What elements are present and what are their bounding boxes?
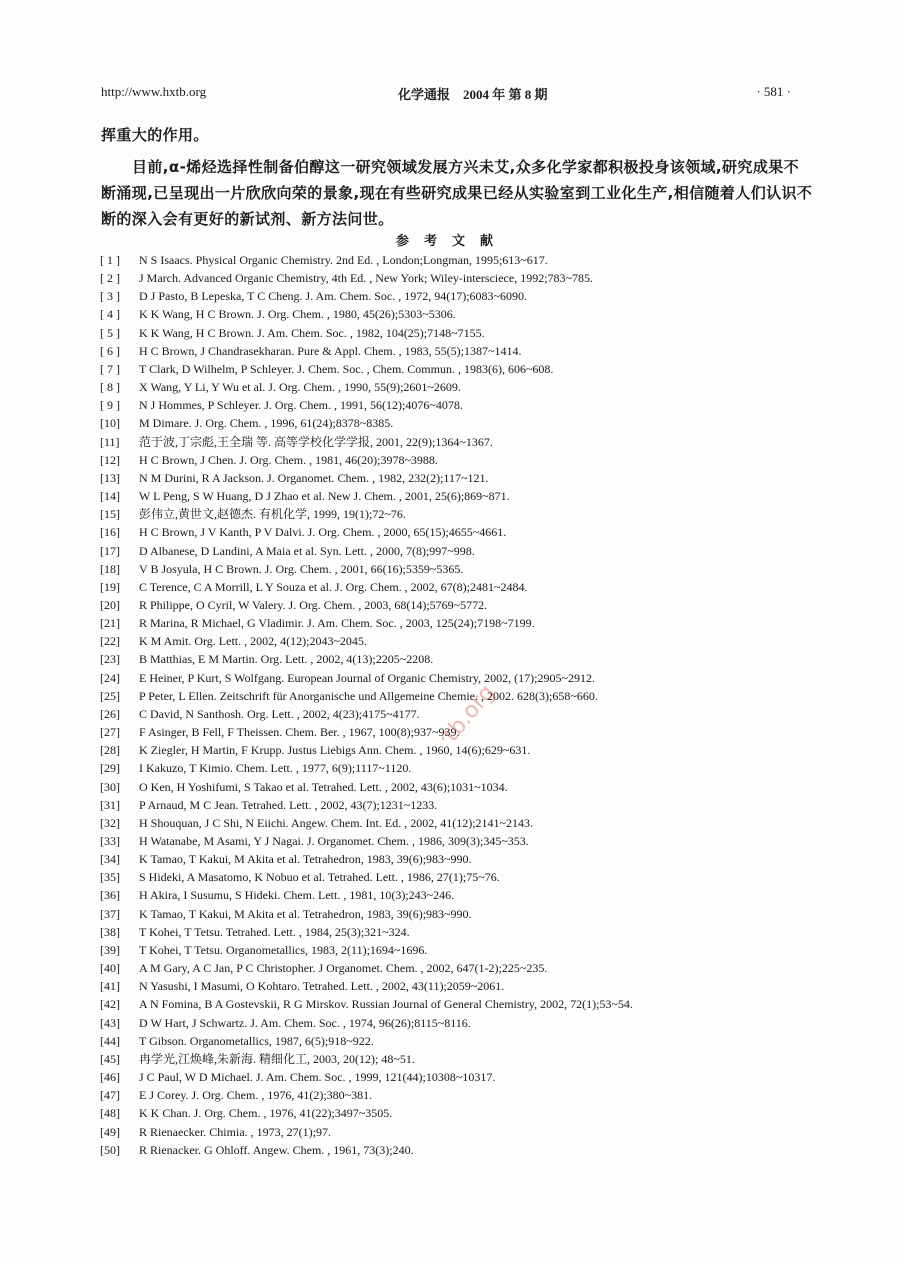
reference-number: [22] bbox=[100, 634, 120, 649]
reference-number: [27] bbox=[100, 725, 120, 740]
reference-text: 彭伟立,黄世文,赵德杰. 有机化学, 1999, 19(1);72~76. bbox=[139, 507, 406, 522]
reference-number: [45] bbox=[100, 1051, 120, 1066]
reference-item bbox=[100, 269, 820, 287]
reference-number: [50] bbox=[100, 1142, 120, 1157]
reference-number: [38] bbox=[100, 924, 120, 939]
journal-issue: 化学通报 2004 年 第 8 期 bbox=[398, 87, 548, 102]
reference-number: [17] bbox=[100, 543, 120, 558]
reference-text: H Shouquan, J C Shi, N Eiichi. Angew. Chem. Int. Ed. , 2002, 41(12);2141~2143. bbox=[139, 815, 534, 830]
reference-item bbox=[100, 687, 820, 705]
reference-item bbox=[100, 977, 820, 995]
reference-item bbox=[100, 578, 820, 596]
reference-number: [13] bbox=[100, 470, 120, 485]
reference-number: [12] bbox=[100, 452, 120, 467]
reference-number: [37] bbox=[100, 906, 120, 921]
reference-item bbox=[100, 941, 820, 959]
reference-item bbox=[100, 487, 820, 505]
reference-item bbox=[100, 251, 820, 269]
reference-number: [36] bbox=[100, 888, 120, 903]
reference-text: K M Amit. Org. Lett. , 2002, 4(12);2043~2045. bbox=[139, 634, 367, 649]
reference-item bbox=[100, 923, 820, 941]
reference-text: H Watanabe, M Asami, Y J Nagai. J. Organomet. Chem. , 1986, 309(3);345~353. bbox=[139, 834, 529, 848]
reference-number: [23] bbox=[100, 652, 120, 667]
reference-number: [ 6 ] bbox=[100, 343, 120, 358]
reference-text: V B Josyula, H C Brown. J. Org. Chem. , 2001, 66(16);5359~5365. bbox=[139, 561, 464, 576]
reference-number: [48] bbox=[100, 1106, 120, 1121]
reference-item bbox=[100, 759, 820, 777]
reference-number: [ 8 ] bbox=[100, 380, 120, 395]
reference-text: R Rienaecker. Chimia. , 1973, 27(1);97. bbox=[139, 1124, 331, 1139]
reference-number: [11] bbox=[100, 434, 120, 449]
reference-number: [ 3 ] bbox=[100, 289, 120, 304]
reference-item bbox=[100, 778, 820, 796]
reference-item bbox=[100, 433, 820, 451]
reference-number: [34] bbox=[100, 852, 120, 867]
reference-number: [42] bbox=[100, 997, 120, 1012]
reference-text: F Asinger, B Fell, F Theissen. Chem. Ber. , 1967, 100(8);937~939. bbox=[139, 725, 460, 740]
reference-text: K Tamao, T Kakui, M Akita et al. Tetrahedron, 1983, 39(6);983~990. bbox=[139, 852, 472, 867]
reference-text: W L Peng, S W Huang, D J Zhao et al. New J. Chem. , 2001, 25(6);869~871. bbox=[139, 489, 510, 504]
reference-number: [30] bbox=[100, 779, 120, 794]
reference-text: P Arnaud, M C Jean. Tetrahed. Lett. , 2002, 43(7);1231~1233. bbox=[139, 797, 438, 812]
reference-item bbox=[100, 414, 820, 432]
reference-item bbox=[100, 632, 820, 650]
reference-item bbox=[100, 814, 820, 832]
reference-text: N Yasushi, I Masumi, O Kohtaro. Tetrahed. Lett. , 2002, 43(11);2059~2061. bbox=[139, 979, 505, 994]
paragraph-continuation: 挥重大的作用。 bbox=[101, 126, 209, 144]
running-header bbox=[101, 84, 791, 104]
page-number: · 581 · bbox=[756, 84, 791, 99]
reference-item bbox=[100, 650, 820, 668]
reference-text: K Tamao, T Kakui, M Akita et al. Tetrahedron, 1983, 39(6);983~990. bbox=[139, 906, 472, 921]
reference-item bbox=[100, 396, 820, 414]
reference-item bbox=[100, 523, 820, 541]
reference-number: [ 7 ] bbox=[100, 361, 120, 376]
reference-text: N M Durini, R A Jackson. J. Organomet. Chem. , 1982, 232(2);117~121. bbox=[139, 470, 489, 485]
reference-number: [ 4 ] bbox=[100, 307, 120, 322]
reference-item bbox=[100, 705, 820, 723]
reference-text: D W Hart, J Schwartz. J. Am. Chem. Soc. , 1974, 96(26);8115~8116. bbox=[139, 1015, 471, 1030]
reference-number: [15] bbox=[100, 507, 120, 522]
reference-item bbox=[100, 1032, 820, 1050]
reference-item bbox=[100, 959, 820, 977]
reference-text: N J Hommes, P Schleyer. J. Org. Chem. , 1991, 56(12);4076~4078. bbox=[139, 398, 463, 413]
reference-number: [39] bbox=[100, 942, 120, 957]
reference-number: [31] bbox=[100, 797, 120, 812]
reference-text: K K Wang, H C Brown. J. Org. Chem. , 1980, 45(26);5303~5306. bbox=[139, 307, 456, 322]
reference-number: [ 5 ] bbox=[100, 325, 120, 340]
journal-url[interactable]: http://www.hxtb.org bbox=[101, 84, 207, 99]
reference-text: C David, N Santhosh. Org. Lett. , 2002, 4(23);4175~4177. bbox=[139, 706, 420, 721]
reference-number: [10] bbox=[100, 416, 120, 431]
reference-item bbox=[100, 741, 820, 759]
reference-item bbox=[100, 1050, 820, 1068]
reference-text: K K Wang, H C Brown. J. Am. Chem. Soc. , 1982, 104(25);7148~7155. bbox=[139, 325, 485, 340]
reference-number: [ 2 ] bbox=[100, 271, 120, 286]
reference-text: D Albanese, D Landini, A Maia et al. Syn. Lett. , 2000, 7(8);997~998. bbox=[139, 543, 475, 558]
reference-item bbox=[100, 614, 820, 632]
reference-item bbox=[100, 360, 820, 378]
reference-text: I Kakuzo, T Kimio. Chem. Lett. , 1977, 6(9);1117~1120. bbox=[139, 761, 412, 776]
reference-item bbox=[100, 796, 820, 814]
reference-item bbox=[100, 1104, 820, 1122]
reference-number: [21] bbox=[100, 616, 120, 631]
reference-item bbox=[100, 1068, 820, 1086]
reference-text: A N Fomina, B A Gostevskii, R G Mirskov. Russian Journal of General Chemistry, 2002, 72(1);53~54. bbox=[139, 997, 633, 1012]
reference-number: [24] bbox=[100, 670, 120, 685]
reference-text: C Terence, C A Morrill, L Y Souza et al. J. Org. Chem. , 2002, 67(8);2481~2484. bbox=[139, 579, 528, 594]
reference-item bbox=[100, 886, 820, 904]
reference-text: O Ken, H Yoshifumi, S Takao et al. Tetrahed. Lett. , 2002, 43(6);1031~1034. bbox=[139, 779, 508, 794]
reference-item bbox=[100, 1086, 820, 1104]
reference-item bbox=[100, 868, 820, 886]
reference-number: [ 1 ] bbox=[100, 253, 120, 267]
reference-number: [44] bbox=[100, 1033, 120, 1048]
reference-number: [25] bbox=[100, 688, 120, 703]
reference-text: X Wang, Y Li, Y Wu et al. J. Org. Chem. , 1990, 55(9);2601~2609. bbox=[139, 380, 461, 395]
reference-number: [19] bbox=[100, 579, 120, 594]
reference-text: D J Pasto, B Lepeska, T C Cheng. J. Am. Chem. Soc. , 1972, 94(17);6083~6090. bbox=[139, 289, 528, 304]
reference-item bbox=[100, 669, 820, 687]
reference-number: [46] bbox=[100, 1070, 120, 1085]
reference-item bbox=[100, 1141, 820, 1159]
reference-item bbox=[100, 905, 820, 923]
reference-item bbox=[100, 832, 820, 850]
reference-text: R Rienacker. G Ohloff. Angew. Chem. , 1961, 73(3);240. bbox=[139, 1142, 414, 1157]
reference-text: R Marina, R Michael, G Vladimir. J. Am. Chem. Soc. , 2003, 125(24);7198~7199. bbox=[139, 616, 535, 631]
reference-text: H Akira, I Susumu, S Hideki. Chem. Lett. , 1981, 10(3);243~246. bbox=[139, 888, 455, 903]
reference-text: T Gibson. Organometallics, 1987, 6(5);918~922. bbox=[139, 1033, 374, 1048]
reference-number: [49] bbox=[100, 1124, 120, 1139]
reference-text: K K Chan. J. Org. Chem. , 1976, 41(22);3497~3505. bbox=[139, 1106, 393, 1121]
reference-item bbox=[100, 1014, 820, 1032]
reference-text: M Dimare. J. Org. Chem. , 1996, 61(24);8378~8385. bbox=[139, 416, 394, 431]
reference-number: [28] bbox=[100, 743, 120, 758]
reference-list bbox=[100, 251, 820, 1159]
reference-text: 冉学光,江焕峰,朱新海. 精细化工, 2003, 20(12); 48~51. bbox=[139, 1051, 415, 1066]
references-heading: 参考文献 bbox=[395, 234, 508, 249]
reference-item bbox=[100, 287, 820, 305]
reference-text: T Kohei, T Tetsu. Organometallics, 1983, 2(11);1694~1696. bbox=[139, 942, 428, 957]
reference-text: 范于波,丁宗彪,王全瑞 等. 高等学校化学学报, 2001, 22(9);1364~1367. bbox=[139, 434, 493, 449]
reference-number: [16] bbox=[100, 525, 120, 540]
reference-number: [35] bbox=[100, 870, 120, 885]
paragraph-conclusion: 目前,α-烯烃选择性制备伯醇这一研究领域发展方兴未艾,众多化学家都积极投身该领域,研究成果不断涌现,已呈现出一片欣欣向荣的景象,现在有些研究成果已经从实验室到工业化生产,相信随着人们认识不断的深入会有更好的新试剂、新方法问世。 bbox=[101, 158, 813, 228]
reference-number: [ 9 ] bbox=[100, 398, 120, 413]
reference-item bbox=[100, 324, 820, 342]
reference-number: [33] bbox=[100, 834, 120, 848]
reference-text: R Philippe, O Cyril, W Valery. J. Org. Chem. , 2003, 68(14);5769~5772. bbox=[139, 597, 488, 612]
reference-text: B Matthias, E M Martin. Org. Lett. , 2002, 4(13);2205~2208. bbox=[139, 652, 434, 667]
reference-item bbox=[100, 542, 820, 560]
reference-item bbox=[100, 378, 820, 396]
reference-item bbox=[100, 850, 820, 868]
reference-item bbox=[100, 1123, 820, 1141]
reference-number: [40] bbox=[100, 961, 120, 976]
reference-text: T Clark, D Wilhelm, P Schleyer. J. Chem. Soc. , Chem. Commun. , 1983(6), 606~608. bbox=[139, 361, 554, 376]
reference-number: [43] bbox=[100, 1015, 120, 1030]
reference-text: H C Brown, J Chen. J. Org. Chem. , 1981, 46(20);3978~3988. bbox=[139, 452, 438, 467]
reference-text: S Hideki, A Masatomo, K Nobuo et al. Tetrahed. Lett. , 1986, 27(1);75~76. bbox=[139, 870, 500, 885]
reference-text: P Peter, L Ellen. Zeitschrift für Anorganische und Allgemeine Chemie. , 2002. 628(3);658~660. bbox=[139, 688, 598, 703]
reference-number: [20] bbox=[100, 597, 120, 612]
reference-number: [26] bbox=[100, 706, 120, 721]
reference-item bbox=[100, 451, 820, 469]
reference-item bbox=[100, 723, 820, 741]
reference-text: H C Brown, J Chandrasekharan. Pure & Appl. Chem. , 1983, 55(5);1387~1414. bbox=[139, 343, 522, 358]
reference-number: [14] bbox=[100, 489, 120, 504]
reference-item bbox=[100, 469, 820, 487]
reference-text: E Heiner, P Kurt, S Wolfgang. European Journal of Organic Chemistry, 2002, (17);2905~2912. bbox=[139, 670, 595, 685]
reference-number: [18] bbox=[100, 561, 120, 576]
reference-item bbox=[100, 560, 820, 578]
reference-text: E J Corey. J. Org. Chem. , 1976, 41(2);380~381. bbox=[139, 1088, 373, 1103]
reference-text: J March. Advanced Organic Chemistry, 4th Ed. , New York; Wiley-intersciece, 1992;783~785. bbox=[139, 271, 594, 286]
reference-item bbox=[100, 305, 820, 323]
reference-number: [47] bbox=[100, 1088, 120, 1103]
reference-text: N S Isaacs. Physical Organic Chemistry. 2nd Ed. , London;Longman, 1995;613~617. bbox=[139, 253, 548, 267]
reference-item bbox=[100, 596, 820, 614]
reference-item bbox=[100, 505, 820, 523]
reference-text: A M Gary, A C Jan, P C Christopher. J Organomet. Chem. , 2002, 647(1-2);225~235. bbox=[139, 961, 548, 976]
reference-text: J C Paul, W D Michael. J. Am. Chem. Soc. , 1999, 121(44);10308~10317. bbox=[139, 1070, 496, 1085]
reference-number: [29] bbox=[100, 761, 120, 776]
reference-item bbox=[100, 342, 820, 360]
reference-number: [41] bbox=[100, 979, 120, 994]
reference-item bbox=[100, 995, 820, 1013]
reference-text: K Ziegler, H Martin, F Krupp. Justus Liebigs Ann. Chem. , 1960, 14(6);629~631. bbox=[139, 743, 531, 758]
reference-text: T Kohei, T Tetsu. Tetrahed. Lett. , 1984, 25(3);321~324. bbox=[139, 924, 410, 939]
reference-text: H C Brown, J V Kanth, P V Dalvi. J. Org. Chem. , 2000, 65(15);4655~4661. bbox=[139, 525, 507, 540]
reference-number: [32] bbox=[100, 815, 120, 830]
